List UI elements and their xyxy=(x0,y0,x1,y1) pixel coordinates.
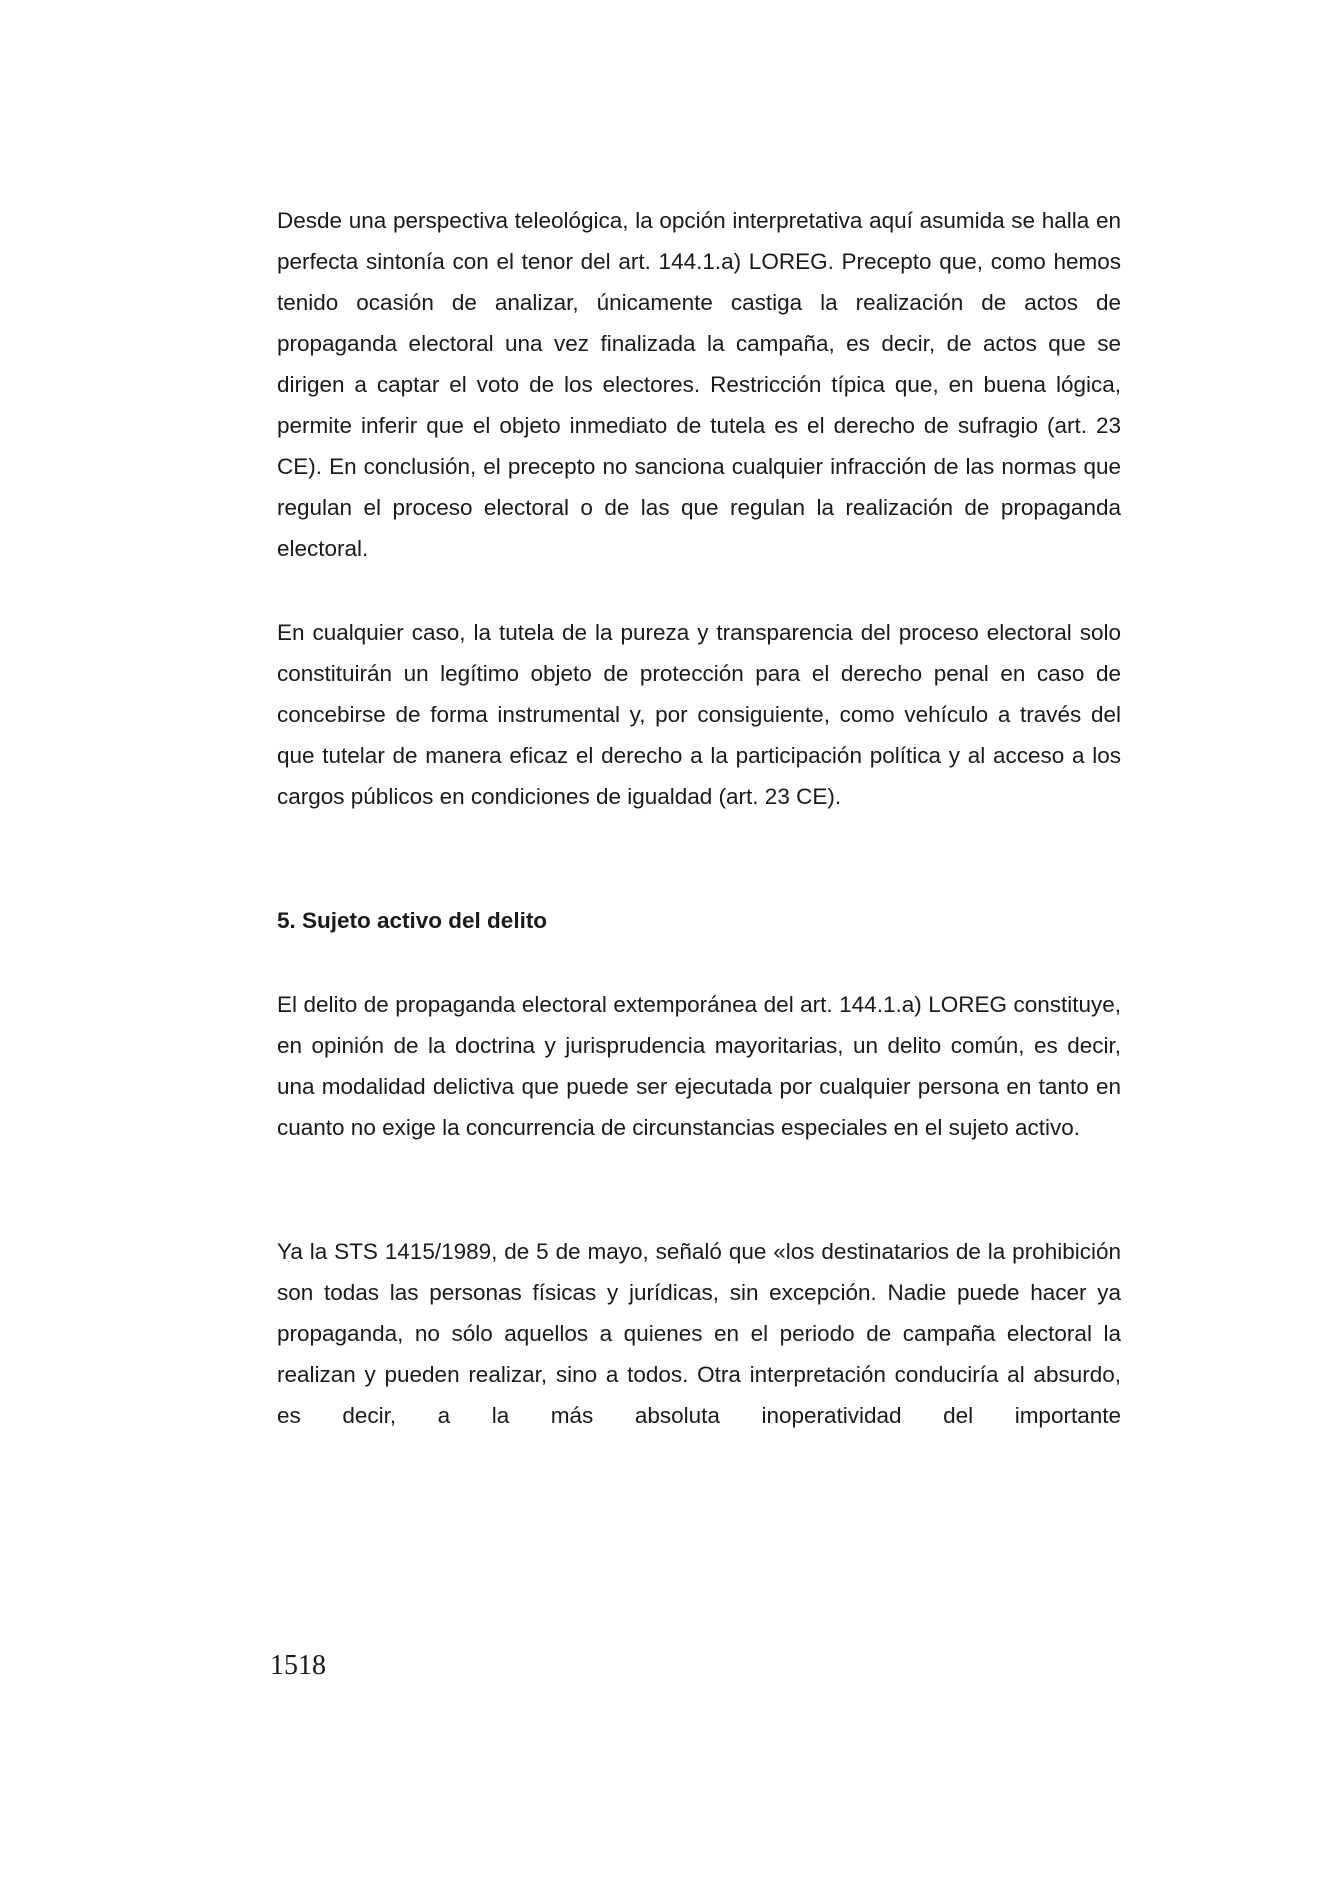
page-number: 1518 xyxy=(270,1650,326,1681)
paragraph-protection: En cualquier caso, la tutela de la pureza y transparencia del proceso electoral solo constituirán un legítimo objeto de protección para el derecho penal en caso de concebirse de forma instrumental y, por consiguiente, como vehículo a través del que tutelar de manera eficaz el derecho a la participación política y al acceso a los cargos públicos en condiciones de igualdad (art. 23 CE). xyxy=(277,620,1121,809)
paragraph-teleological: Desde una perspectiva teleológica, la opción interpretativa aquí asumida se halla en perfecta sintonía con el tenor del art. 144.1.a) LOREG. Precepto que, como hemos tenido ocasión de analizar, únicamente castiga la realización de actos de propaganda electoral una vez finalizada la campaña, es decir, de actos que se dirigen a captar el voto de los electores. Restricción típica que, en buena lógica, permite inferir que el objeto inmediato de tutela es el derecho de sufragio (art. 23 CE). En conclusión, el precepto no sanciona cualquier infracción de las normas que regulan el proceso electoral o de las que regulan la realización de propaganda electoral. xyxy=(277,208,1121,561)
paragraph-sts-ruling: Ya la STS 1415/1989, de 5 de mayo, señaló que «los destinatarios de la prohibición son todas las personas físicas y jurídicas, sin excepción. Nadie puede hacer ya propaganda, no sólo aquellos a quienes en el periodo de campaña electoral la realizan y pueden realizar, sino a todos. Otra interpretación conduciría al absurdo, es decir, a la más absoluta inoperatividad del importante xyxy=(277,1239,1121,1428)
section-heading: 5. Sujeto activo del delito xyxy=(277,908,548,933)
paragraph-common-offense: El delito de propaganda electoral extemporánea del art. 144.1.a) LOREG constituye, en opinión de la doctrina y jurisprudencia mayoritarias, un delito común, es decir, una modalidad delictiva que puede ser ejecutada por cualquier persona en tanto en cuanto no exige la concurrencia de circunstancias especiales en el sujeto activo. xyxy=(277,992,1121,1140)
